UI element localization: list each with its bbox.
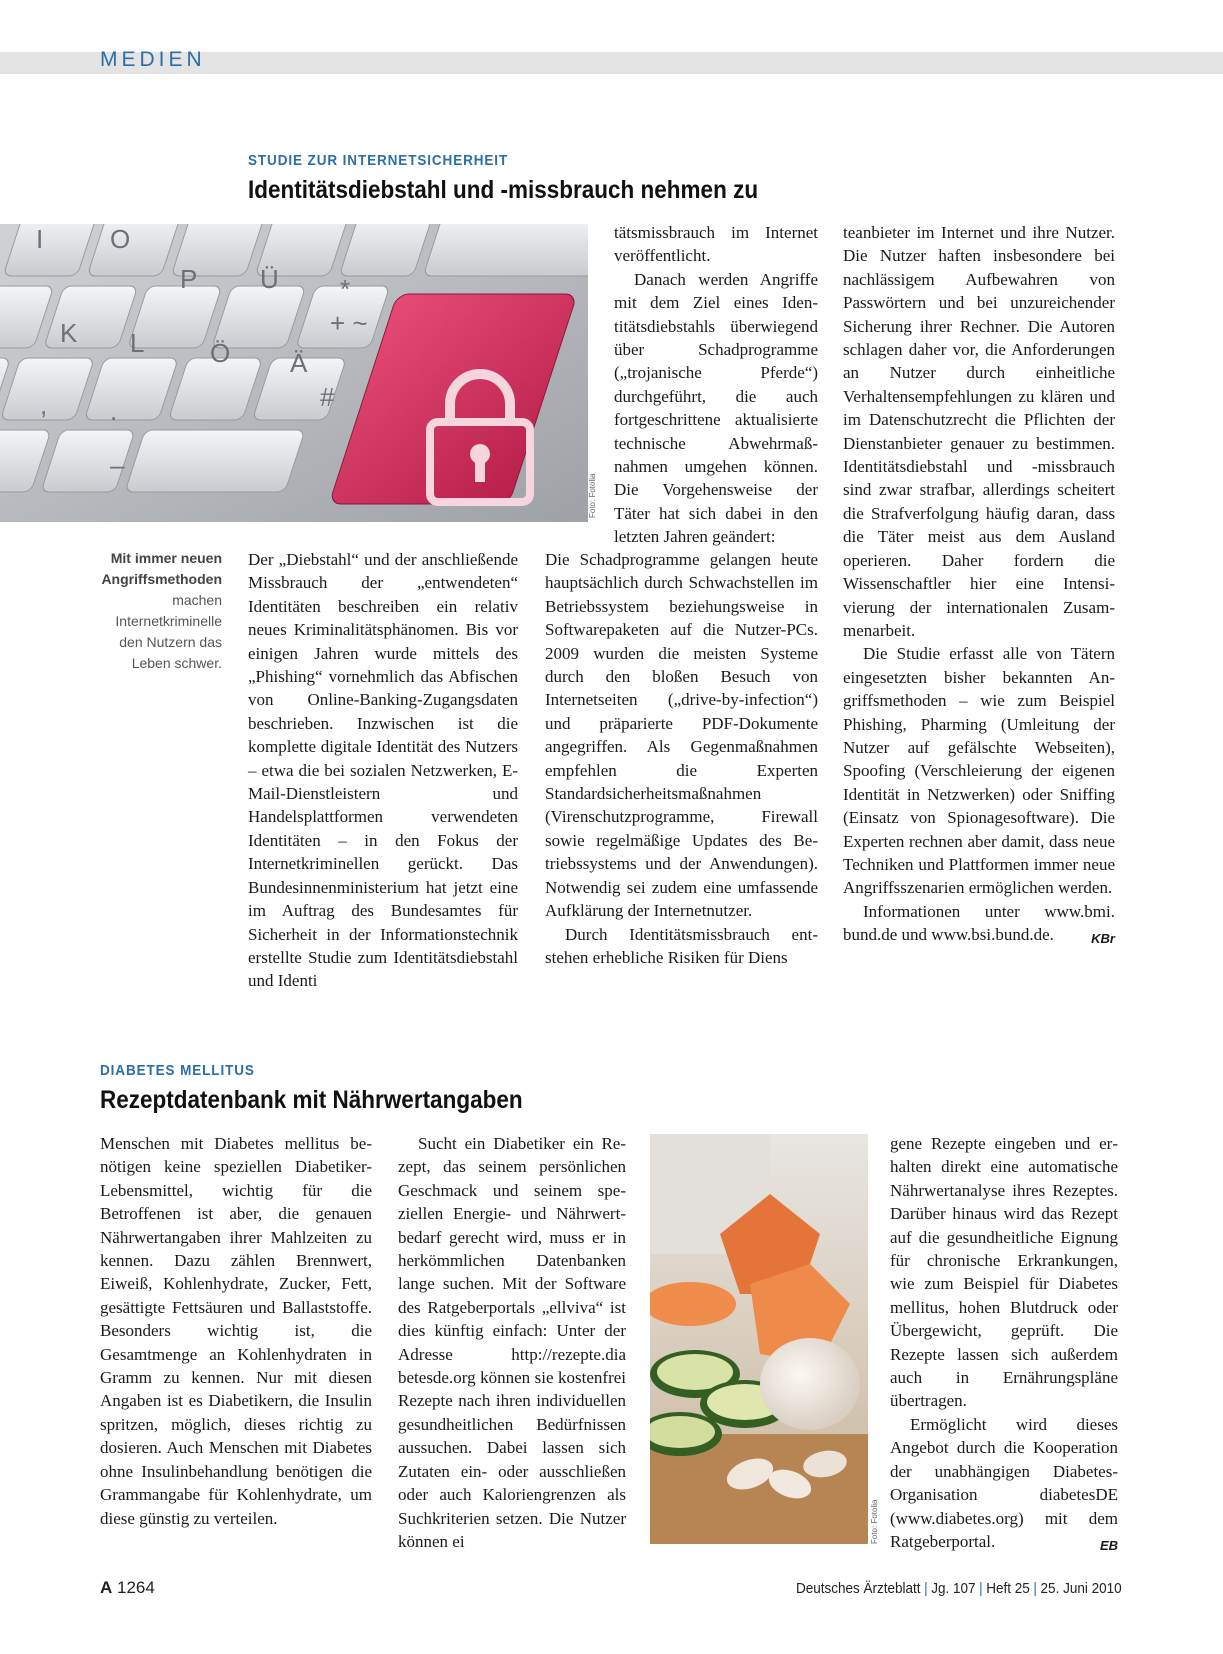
svg-text:+ ~: + ~ bbox=[330, 308, 368, 338]
photo-credit: Foto: Fotolia bbox=[870, 1499, 879, 1544]
svg-text:Ü: Ü bbox=[260, 264, 279, 294]
svg-text:Ö: Ö bbox=[210, 338, 231, 368]
paragraph: tätsmissbrauch im Internet veröffentlicht. bbox=[614, 223, 818, 266]
article1-kicker: STUDIE ZUR INTERNETSICHERHEIT bbox=[248, 152, 509, 169]
article1-column2-bottom bbox=[545, 548, 818, 969]
journal-date: 25. Juni 2010 bbox=[1040, 1580, 1122, 1597]
paragraph: gene Rezepte eingeben und erhalten direkt eine automatische Nährwertanalyse ihres Rezeptes. Darüber hinaus wird das Rezept auf die gesundheitliche Eignung für chronische Erkrankungen, wie zum Beispiel für Diabetes mellitus, hohen Blutdruck oder Übergewicht, geprüft. Die Rezepte lassen sich außerdem auch in Ernährungspläne übertragen. bbox=[890, 1134, 1118, 1411]
svg-text:*: * bbox=[340, 274, 351, 304]
svg-text:O: O bbox=[110, 224, 131, 254]
paragraph: Durch Identitätsmissbrauch entstehen erhebliche Risiken für Diens bbox=[545, 924, 818, 967]
info-text: Informationen unter www.bmi. bund.de und www.bsi.bund.de. bbox=[843, 901, 1115, 945]
paragraph: Sucht ein Diabetiker ein Rezept, das seinem persönlichen Geschmack und seinem speziellen Energie- und Nährwertbedarf gerecht wird, muss er in herkömmlichen Datenbanken lange suchen. Mit der Software des Ratgeberportals „ellviva“ ist dies künftig einfach: Unter der Adresse http://rezepte.dia betesde.org können sie kostenfrei Rezepte nach ihren individuellen gesundheitlichen Bedürfnissen aussuchen. Dabei lassen sich Zutaten ein- oder ausschließen oder auch Kaloriengrenzen als Suchkriterien setzen. Die Nutzer können ei bbox=[398, 1134, 626, 1551]
svg-text:Ä: Ä bbox=[290, 348, 308, 378]
article1-column1 bbox=[248, 548, 518, 993]
caption-bold: Mit immer neuen Angriffsmethoden bbox=[101, 550, 222, 587]
paragraph-text: Ermöglicht wird dieses Angebot durch die Kooperation der unabhängigen Diabetes-Organisation diabetesDE (www.diabetes.org) mit dem Ratgeberportal. bbox=[890, 1414, 1118, 1551]
page-number bbox=[100, 1578, 155, 1598]
paragraph bbox=[843, 900, 1115, 947]
paragraph: Die Studie erfasst alle von Tätern eingesetzten bisher bekannten Angriffsmethoden – wie zum Beispiel Phishing, Pharming (Umleitung der Nutzer auf gefälschte Webseiten), Spoofing (Verschleierung der eigenen Identität in Netzwerken) oder Sniffing (Einsatz von Spionagesoftware). Die Experten rechnen aber damit, dass neue Techniken und Plattformen immer neue Angriffsszenarien ermöglichen werden. bbox=[843, 644, 1115, 898]
svg-text:L: L bbox=[130, 328, 145, 358]
svg-text:K: K bbox=[60, 318, 78, 348]
journal-info: Deutsches Ärzteblatt | Jg. 107 | Heft 25 | 25. Juni 2010 bbox=[796, 1580, 1122, 1597]
vegetables-photo bbox=[650, 1134, 868, 1544]
journal-volume: Jg. 107 bbox=[931, 1580, 976, 1597]
paragraph: Die Schadprogramme gelangen heute hauptsächlich durch Schwachstellen im Betriebssystem beziehungsweise in Softwarepaketen auf die Nutzer-PCs. 2009 wurden die meisten Systeme durch den bloßen Besuch von Internetseiten („drive-by-infection“) und präparierte PDF-Dokumente angegriffen. Als Gegenmaßnahmen empfehlen die Experten Standardsicherheitsmaßnahmen (Virenschutzprogramme, Firewall sowie regelmäßige Updates des Betriebssystems und der Anwendungen). Notwendig sei zudem eine umfassende Aufklärung der Internetnutzer. bbox=[545, 550, 818, 921]
article2-column3 bbox=[890, 1132, 1118, 1557]
article2-title: Rezeptdatenbank mit Nährwertangaben bbox=[100, 1086, 523, 1114]
article2-column1 bbox=[100, 1132, 372, 1530]
author-initials: EB bbox=[1099, 1537, 1118, 1553]
paragraph: Menschen mit Diabetes mellitus benötigen keine speziellen Diabetiker-Lebensmittel, wichtig für die Betroffenen ist aber, die genauen Nährwertangaben ihrer Mahlzeiten zu kennen. Dazu zählen Brennwert, Eiweiß, Kohlenhydrate, Zucker, Fett, gesättigte Fettsäuren und Ballaststoffe. Besonders wichtig ist, die Gesamtmenge an Kohlenhydraten in Gramm zu kennen. Nur mit diesen Angaben ist es Diabetikern, die Insulin spritzen, möglich, dieses richtig zu dosieren. Auch Menschen mit Diabetes ohne Insulinbehandlung benötigen die Grammangabe für Kohlenhydrate, um diese günstig zu verteilen. bbox=[100, 1134, 372, 1528]
article1-column3 bbox=[843, 221, 1115, 951]
paragraph: Der „Diebstahl“ und der anschließende Missbrauch der „entwendeten“ Identitäten beschreiben ein relativ neues Kriminalitätsphänomen. Bis vor einigen Jahren wurde mittels des „Phishing“ vornehmlich das Abfischen von Online-Banking-Zugangsdaten beschrieben. Inzwischen ist die komplette digitale Identität des Nutzers – etwa die bei sozialen Netzwerken, E-Mail-Dienstleistern und Handelsplattformen verwendeten Identitäten – in den Fokus der Internetkriminellen gerückt. Das Bundesinnenministerium hat jetzt eine im Auftrag des Bundesamtes für Sicherheit in der Informationstechnik erstellte Studie zum Identitätsdiebstahl und Identi bbox=[248, 550, 518, 991]
svg-text:#: # bbox=[320, 382, 335, 412]
svg-text:I: I bbox=[36, 224, 44, 254]
svg-text:–: – bbox=[110, 450, 125, 480]
page-prefix: A bbox=[100, 1578, 113, 1597]
caption-text: machen Internetkriminelle den Nutzern das Leben schwer. bbox=[115, 592, 222, 671]
section-label: MEDIEN bbox=[100, 48, 206, 71]
article2-column2 bbox=[398, 1132, 626, 1553]
photo-credit: Foto: Fotolia bbox=[588, 473, 597, 518]
paragraph bbox=[890, 1413, 1118, 1553]
svg-text:.: . bbox=[110, 396, 118, 426]
page-number-value: 1264 bbox=[117, 1578, 155, 1597]
keyboard-photo bbox=[0, 224, 588, 522]
svg-text:P: P bbox=[180, 264, 198, 294]
image-caption bbox=[90, 548, 222, 674]
journal-issue: Heft 25 bbox=[986, 1580, 1030, 1597]
author-initials: KBr bbox=[1091, 931, 1115, 947]
svg-text:,: , bbox=[40, 390, 48, 420]
paragraph: teanbieter im Internet und ihre Nutzer. Die Nutzer haften insbesondere bei nachlässigem Aufbewahren von Passwörtern und bei unzureichender Sicherung ihrer Rechner. Die Autoren schlagen daher vor, die Anforderungen an Nutzer durch einheitliche Verhaltensempfehlungen zu klären und im Datenschutzrecht die Pflichten der Dienstanbieter genauer zu bestimmen. Identitätsdiebstahl und -missbrauch sind zwar strafbar, allerdings scheitert die Strafverfolgung häufig daran, dass die Täter meist aus dem Ausland operieren. Daher fordern die Wissenschaftler hier eine Intensivierung der internationalen Zusammenarbeit. bbox=[843, 223, 1115, 640]
paragraph: Danach werden Angriffe mit dem Ziel eines Identitätsdiebstahls überwiegend über Schadprogramme („trojanische Pferde“) durchgeführt, die auch fortgeschrittene aktualisierte technische Abwehrmaßnahmen umgehen können. Die Vorgehensweise der Täter hat sich dabei in den letzten Jahren geändert: bbox=[614, 269, 818, 547]
garlic-bulb bbox=[760, 1338, 860, 1430]
article1-column2-top bbox=[614, 221, 818, 549]
article2-kicker: DIABETES MELLITUS bbox=[100, 1062, 255, 1079]
journal-name: Deutsches Ärzteblatt bbox=[796, 1580, 921, 1597]
article1-title: Identitätsdiebstahl und -missbrauch nehmen zu bbox=[248, 176, 759, 204]
